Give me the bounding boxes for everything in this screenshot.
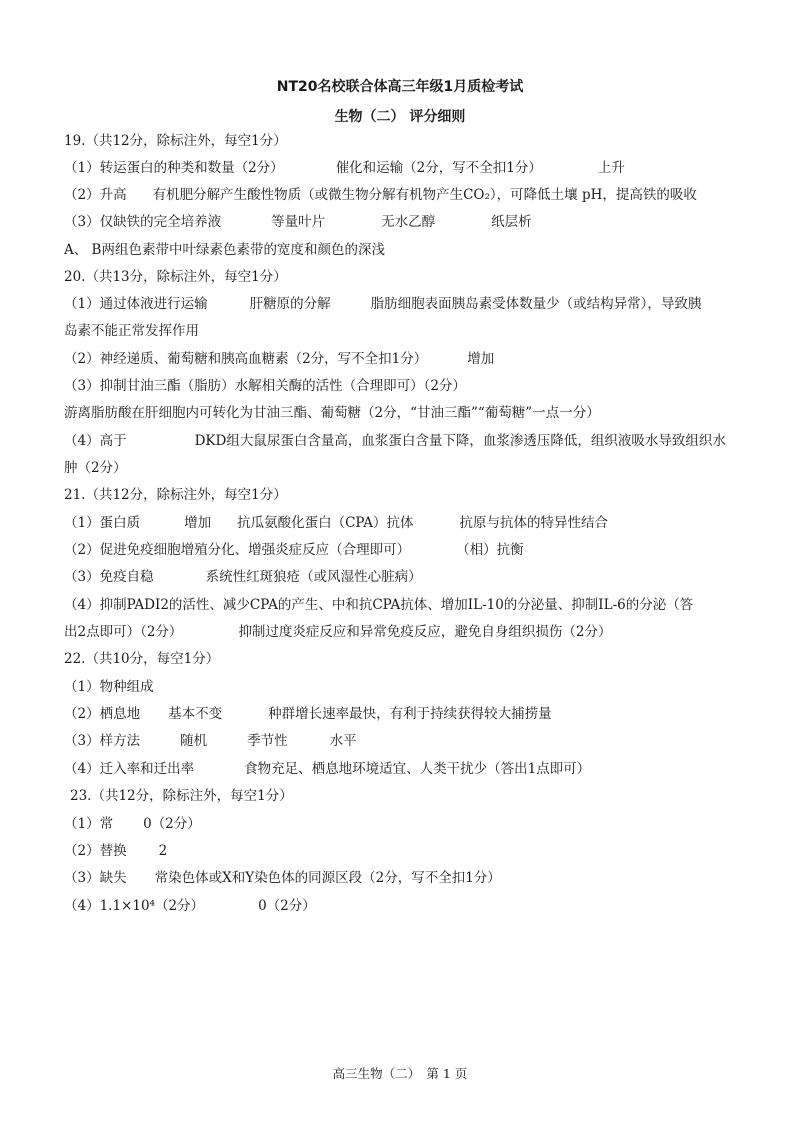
page-footer: 高三生物（二） 第 1 页 [332, 1066, 468, 1081]
q22-3-answer-d: 水平 [329, 733, 357, 749]
q21-line-1 [64, 514, 608, 532]
q23-line-3 [64, 869, 501, 887]
q19-3-answer-a: （3）仅缺铁的完全培养液 [64, 214, 222, 230]
q23-3-answer-a: （3）缺失 [64, 870, 127, 886]
q22-line-2 [64, 705, 552, 723]
q20-1-answer-b: 肝糖原的分解 [249, 296, 331, 312]
q19-line-1 [64, 159, 625, 177]
q21-line-2 [64, 541, 524, 559]
q22-2-answer-a: （2）栖息地 [64, 706, 141, 722]
q21-line-3 [64, 568, 422, 586]
document-title: NT20名校联合体高三年级1月质检考试 [276, 79, 524, 95]
q22-3-answer-c: 季节性 [247, 733, 288, 749]
q23-line-1 [64, 815, 201, 833]
q21-2-answer-a: （2）促进免疫细胞增殖分化、增强炎症反应（合理即可） [64, 542, 411, 558]
q19-3-answer-d: 纸层析 [491, 214, 532, 230]
q19-3-answer-c: 无水乙醇 [381, 214, 436, 230]
q22-2-answer-c: 种群增长速率最快，有利于持续获得较大捕捞量 [268, 706, 552, 722]
q23-1-answer-b: 0（2分） [143, 816, 201, 832]
q22-3-answer-b: 随机 [180, 733, 208, 749]
q20-line-1-cont: 岛素不能正常发挥作用 [64, 323, 199, 339]
q21-line-4-cont [64, 623, 612, 641]
q20-line-4: 游离脂肪酸在肝细胞内可转化为甘油三酯、葡萄糖（2分，“甘油三酯”“葡萄糖”一点一分） [64, 405, 600, 421]
q19-1-answer-c: 上升 [597, 160, 625, 176]
q21-3-answer-a: （3）免疫自稳 [64, 569, 154, 585]
q20-4-answer-a: （4）高于 [64, 433, 127, 449]
q19-2-answer-b: 有机肥分解产生酸性物质（或微生物分解有机物产生CO₂），可降低土壤 pH，提高铁的吸收 [152, 187, 697, 203]
q21-4-answer-a: 出2点即可）（2分） [64, 624, 183, 640]
q23-line-4 [64, 897, 316, 915]
q20-line-1 [64, 295, 701, 313]
q22-line-3 [64, 732, 357, 750]
q21-header: 21.（共12分，除标注外，每空1分） [64, 487, 287, 503]
q23-line-2 [64, 842, 167, 860]
q20-line-2 [64, 350, 494, 368]
q21-line-4: （4）抑制PADI2的活性、减少CPA的产生、中和抗CPA抗体、增加IL-10的分泌量、抑制IL-6的分泌（答 [64, 597, 694, 613]
q20-header: 20.（共13分，除标注外，每空1分） [64, 269, 287, 285]
q19-line-2 [64, 186, 697, 204]
q19-3-answer-b: 等量叶片 [271, 214, 326, 230]
q22-3-answer-a: （3）样方法 [64, 733, 141, 749]
q20-line-5-cont: 肿（2分） [64, 460, 127, 476]
q19-line-3 [64, 213, 532, 231]
q19-1-answer-b: 催化和运输（2分，写不全扣1分） [335, 160, 542, 176]
q20-line-5 [64, 432, 726, 450]
q20-2-answer-a: （2）神经递质、葡萄糖和胰高血糖素（2分，写不全扣1分） [64, 351, 428, 367]
q19-2-answer-a: （2）升高 [64, 187, 127, 203]
q19-1-answer-a: （1）转运蛋白的种类和数量（2分） [64, 160, 284, 176]
q23-2-answer-b: 2 [158, 843, 168, 859]
q23-3-answer-b: 常染色体或X和Y染色体的同源区段（2分，写不全扣1分） [154, 870, 501, 886]
q21-1-answer-c: 抗瓜氨酸化蛋白（CPA）抗体 [237, 515, 414, 531]
q21-2-answer-b: （相）抗衡 [456, 542, 524, 558]
q20-4-answer-b: DKD组大鼠尿蛋白含量高，血浆蛋白含量下降，血浆渗透压降低，组织液吸水导致组织水 [194, 433, 726, 449]
q22-4-answer-b: 食物充足、栖息地环境适宜、人类干扰少（答出1点即可） [244, 761, 591, 777]
q21-1-answer-b: 增加 [184, 515, 212, 531]
q23-4-answer-a: （4）1.1×10⁴（2分） [64, 898, 205, 914]
q23-2-answer-a: （2）替换 [64, 843, 127, 859]
q20-1-answer-a: （1）通过体液进行运输 [64, 296, 208, 312]
q19-header: 19.（共12分，除标注外，每空1分） [64, 133, 287, 149]
q22-4-answer-a: （4）迁入率和迁出率 [64, 761, 195, 777]
q23-4-answer-b: 0（2分） [258, 898, 316, 914]
q22-line-4 [64, 760, 590, 778]
q21-3-answer-b: 系统性红斑狼疮（或风湿性心脏病） [205, 569, 422, 585]
q22-header: 22.（共10分，每空1分） [64, 651, 220, 667]
q22-2-answer-b: 基本不变 [168, 706, 223, 722]
q19-line-4: A、 B两组色素带中叶绿素色素带的宽度和颜色的深浅 [64, 242, 385, 258]
q21-1-answer-a: （1）蛋白质 [64, 515, 141, 531]
q21-1-answer-d: 抗原与抗体的特异性结合 [459, 515, 609, 531]
q22-line-1: （1）物种组成 [64, 679, 154, 695]
q21-4-answer-b: 抑制过度炎症反应和异常免疫反应，避免自身组织损伤（2分） [238, 624, 612, 640]
q20-1-answer-c: 脂肪细胞表面胰岛素受体数量少（或结构异常），导致胰 [370, 296, 702, 312]
q20-line-3: （3）抑制甘油三酯（脂肪）水解相关酶的活性（合理即可）（2分） [64, 378, 466, 394]
document-subtitle: 生物（二） 评分细则 [334, 109, 466, 125]
q23-1-answer-a: （1）常 [64, 816, 114, 832]
q20-2-answer-b: 增加 [467, 351, 495, 367]
q23-header: 23.（共12分，除标注外，每空1分） [70, 788, 293, 804]
